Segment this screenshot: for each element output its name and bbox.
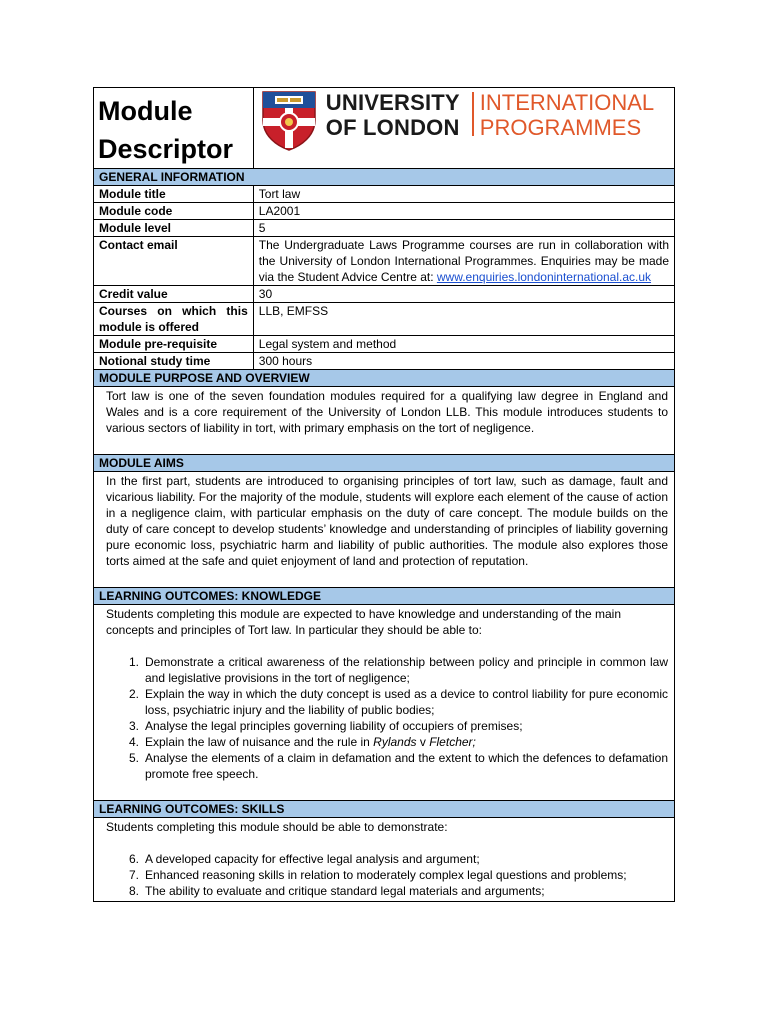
row-credit-value [94,286,675,303]
field-label: Module title [94,186,254,203]
section-heading: MODULE PURPOSE AND OVERVIEW [94,370,675,387]
list-item: 5. Analyse the elements of a claim in defamation and the extent to which the defences to defamation promote free speech. [129,751,668,781]
field-label: Contact email [94,237,254,286]
row-aims-body [94,472,675,588]
section-purpose [94,370,675,387]
list-item: 4. Explain the law of nuisance and the rule in Rylands v Fletcher; [129,735,476,749]
section-knowledge [94,588,675,605]
header-row [94,88,675,169]
row-module-level [94,220,675,237]
list-item: 8. The ability to evaluate and critique standard legal materials and arguments; [129,884,545,898]
list-item: 3. Analyse the legal principles governing liability of occupiers of premises; [129,719,523,733]
field-label: Module pre-requisite [94,336,254,353]
logo-divider [472,92,474,136]
field-label: Module code [94,203,254,220]
section-heading: LEARNING OUTCOMES: SKILLS [94,801,675,818]
section-heading: LEARNING OUTCOMES: KNOWLEDGE [94,588,675,605]
row-study-time [94,353,675,370]
row-courses-offered [94,303,675,336]
section-heading: MODULE AIMS [94,455,675,472]
row-skills-body [94,818,675,902]
logo-right-line-2: PROGRAMMES [479,115,642,140]
field-value [253,237,674,286]
contact-text: The Undergraduate Laws Programme courses are run in collaboration with the University of London International Programmes. Enquiries may be made via the Student Advice Centre at: [258,238,669,284]
crest-icon [261,90,317,152]
page-title-line1: Module [98,96,193,126]
descriptor-table [93,87,675,902]
row-knowledge-body [94,605,675,801]
section-body [94,472,675,588]
field-value: Tort law [253,186,674,203]
logo-line-2: OF LONDON [325,115,460,140]
section-aims [94,455,675,472]
list-item: 7. Enhanced reasoning skills in relation to moderately complex legal questions and problems; [129,868,627,882]
row-module-code [94,203,675,220]
field-value: LLB, EMFSS [253,303,674,336]
knowledge-intro: Students completing this module are expected to have knowledge and understanding of the main concepts and principles of Tort law. In particular they should be able to: [106,607,622,637]
field-label: Courses on which this module is offered [94,303,254,336]
field-value: 300 hours [253,353,674,370]
row-module-title [94,186,675,203]
field-label: Credit value [94,286,254,303]
logo-university-text [326,90,460,140]
title-cell [94,88,254,169]
logo-right-line-1: INTERNATIONAL [479,90,655,115]
field-value: 5 [253,220,674,237]
list-item: 6. A developed capacity for effective legal analysis and argument; [129,852,480,866]
purpose-text: Tort law is one of the seven foundation modules required for a qualifying law degree in England and Wales and is a core requirement of the University of London LLB. This module introduces students to various sectors of liability in tort, with primary emphasis on the tort of negligence. [106,389,668,435]
knowledge-outcomes-list [100,654,668,782]
enquiries-link[interactable]: www.enquiries.londoninternational.ac.uk [436,270,652,284]
row-contact-email [94,237,675,286]
list-item: 2. Explain the way in which the duty concept is used as a device to control liability for pure economic loss, psychiatric injury and the liability of public bodies; [129,687,668,717]
field-label: Notional study time [94,353,254,370]
field-value: LA2001 [253,203,674,220]
skills-outcomes-list [100,851,668,899]
section-skills [94,801,675,818]
aims-text: In the first part, students are introduced to organising principles of tort law, such as damage, fault and vicarious liability. For the majority of the module, students will explore each element of the cause of action in a negligence claim, with particular emphasis on the duty of care concept. The module builds on the duty of care concept to develop students’ knowledge and understanding of principles of liability governing pure economic loss, psychiatric harm and liability of public authorities. The module also explores those torts aimed at the safe and quiet enjoyment of land and protection of reputation. [106,474,668,568]
field-label: Module level [94,220,254,237]
section-body [94,818,675,902]
field-value: 30 [253,286,674,303]
logo-programmes-text [480,90,654,140]
section-body [94,387,675,455]
university-logo [254,88,674,168]
module-descriptor-document [93,87,675,902]
logo-cell [253,88,674,169]
section-general-information [94,169,675,186]
section-heading: GENERAL INFORMATION [94,169,675,186]
logo-line-1: UNIVERSITY [325,90,460,115]
skills-intro: Students completing this module should be able to demonstrate: [106,820,448,834]
section-body [94,605,675,801]
field-value: Legal system and method [253,336,674,353]
list-item: 1. Demonstrate a critical awareness of the relationship between policy and principle in common law and legislative provisions in the tort of negligence; [129,655,668,685]
page-title-line2: Descriptor [98,134,234,164]
row-prerequisite [94,336,675,353]
row-purpose-body [94,387,675,455]
